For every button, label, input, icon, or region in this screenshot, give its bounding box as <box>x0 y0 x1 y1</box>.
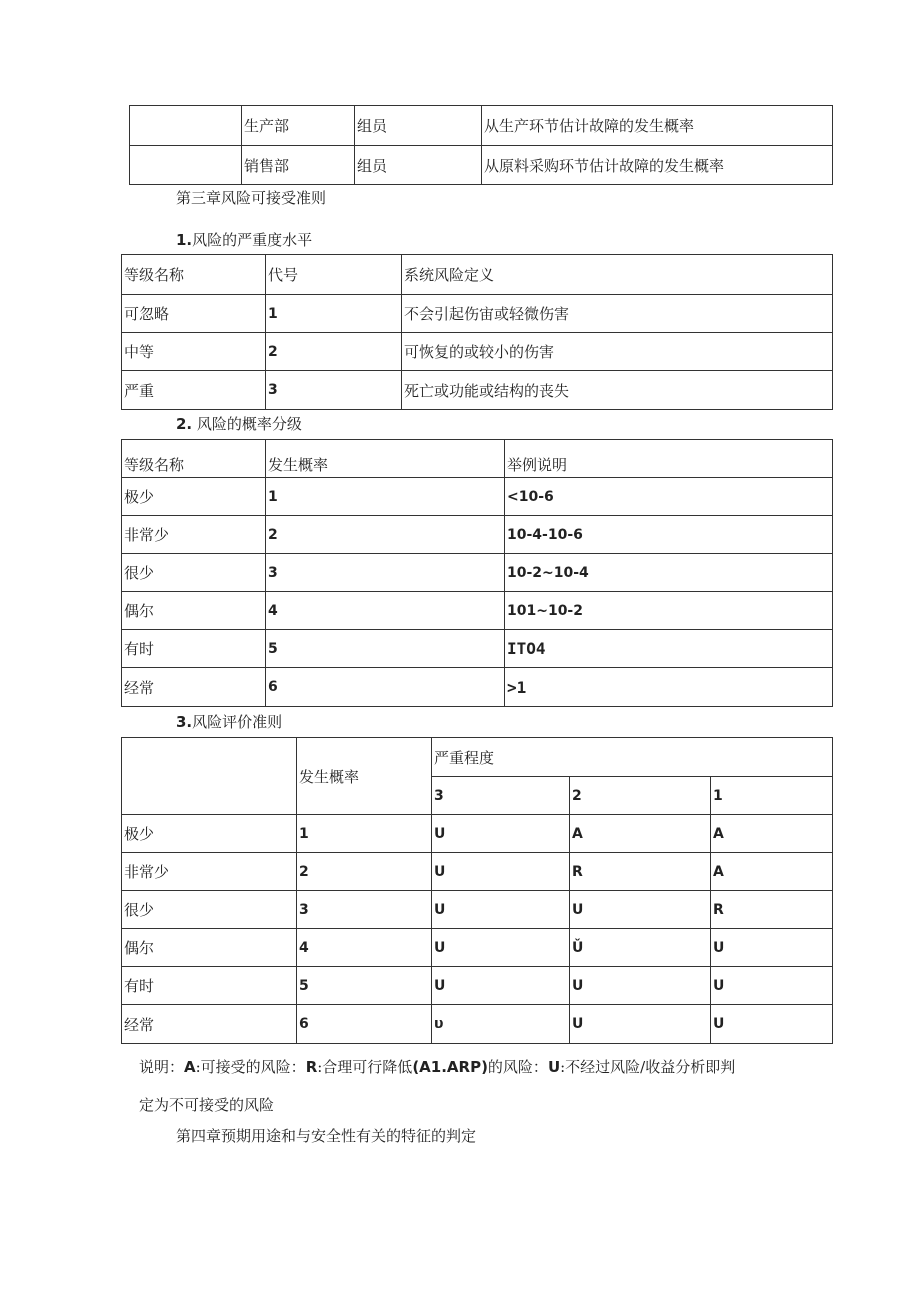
table-row <box>130 106 833 146</box>
dept-name-cell: 生产部 <box>242 106 355 146</box>
risk-cell: υ <box>432 1005 570 1044</box>
column-header: 发生概率 <box>297 738 432 815</box>
table-row <box>122 929 833 967</box>
dept-name-cell: 销售部 <box>242 146 355 185</box>
grade-name-cell: 极少 <box>122 478 266 516</box>
probability-table <box>121 439 833 707</box>
table-row <box>122 554 833 592</box>
table-row <box>122 592 833 630</box>
table-row <box>122 333 833 371</box>
probability-cell: 1 <box>297 815 432 853</box>
table-row <box>122 371 833 410</box>
table-row <box>130 146 833 185</box>
table-row <box>122 516 833 554</box>
table-header-row <box>122 738 833 777</box>
column-header: 等级名称 <box>122 440 266 478</box>
grade-name-cell: 有时 <box>122 967 297 1005</box>
table-row <box>122 478 833 516</box>
probability-cell: 1 <box>266 478 505 516</box>
section3-title: 风险评价准则 <box>192 713 283 731</box>
risk-cell: Ǔ <box>570 929 711 967</box>
dept-role-cell: 组员 <box>355 146 482 185</box>
probability-cell: 4 <box>266 592 505 630</box>
risk-cell: A <box>711 815 833 853</box>
matrix-corner-cell <box>122 738 297 815</box>
table-row <box>122 815 833 853</box>
dept-duty-cell: 从原料采购环节估计故障的发生概率 <box>482 146 833 185</box>
risk-cell: U <box>570 1005 711 1044</box>
risk-cell: U <box>432 929 570 967</box>
table-row <box>122 853 833 891</box>
table-header-row <box>122 440 833 478</box>
section3-number: 3. <box>176 713 193 731</box>
legend-note-line1 <box>139 1056 735 1077</box>
grade-definition-cell: 死亡或功能或结构的丧失 <box>402 371 833 410</box>
note-u-text: :不经过风险/收益分析即判 <box>560 1058 736 1076</box>
risk-cell: U <box>711 1005 833 1044</box>
section2-number: 2. <box>176 415 193 433</box>
severity-level-header: 1 <box>711 777 833 815</box>
probability-cell: 6 <box>266 668 505 707</box>
risk-cell: R <box>711 891 833 929</box>
grade-name-cell: 极少 <box>122 815 297 853</box>
grade-name-cell: 偶尔 <box>122 592 266 630</box>
risk-cell: U <box>432 853 570 891</box>
section3-heading <box>176 711 282 732</box>
note-r-code: R <box>305 1058 318 1076</box>
grade-name-cell: 很少 <box>122 891 297 929</box>
chapter4-heading: 第四章预期用途和与安全性有关的特征的判定 <box>176 1127 477 1145</box>
section1-number: 1. <box>176 231 193 249</box>
note-prefix: 说明： <box>139 1058 185 1076</box>
table-row <box>122 967 833 1005</box>
note-a-text: :可接受的风险： <box>195 1058 306 1076</box>
table-row <box>122 295 833 333</box>
example-cell: >1 <box>505 668 833 707</box>
section2-title: 风险的概率分级 <box>192 415 302 433</box>
probability-cell: 3 <box>266 554 505 592</box>
table-row <box>122 668 833 707</box>
section2-heading <box>176 413 302 434</box>
note-r-text2: 的风险： <box>487 1058 548 1076</box>
section1-heading <box>176 229 312 250</box>
grade-name-cell: 有时 <box>122 630 266 668</box>
table-row <box>122 630 833 668</box>
table-header-row <box>122 255 833 295</box>
column-header: 系统风险定义 <box>402 255 833 295</box>
grade-definition-cell: 可恢复的或较小的伤害 <box>402 333 833 371</box>
chapter3-heading: 第三章风险可接受准则 <box>176 189 327 207</box>
legend-note-line2: 定为不可接受的风险 <box>139 1096 275 1114</box>
example-cell: 101~10-2 <box>505 592 833 630</box>
risk-cell: U <box>711 929 833 967</box>
section1-title: 风险的严重度水平 <box>192 231 313 249</box>
dept-role-cell: 组员 <box>355 106 482 146</box>
example-cell: ITO4 <box>505 630 833 668</box>
grade-name-cell: 严重 <box>122 371 266 410</box>
note-u-code: U <box>547 1058 561 1076</box>
grade-name-cell: 非常少 <box>122 853 297 891</box>
example-cell: 10-2~10-4 <box>505 554 833 592</box>
grade-definition-cell: 不会引起伤宙或轻微伤害 <box>402 295 833 333</box>
probability-cell: 5 <box>297 967 432 1005</box>
note-a-code: A <box>184 1058 196 1076</box>
dept-cell-blank <box>130 146 242 185</box>
severity-level-header: 3 <box>432 777 570 815</box>
probability-cell: 2 <box>297 853 432 891</box>
note-r-text: :合理可行降低 <box>317 1058 413 1076</box>
grade-name-cell: 经常 <box>122 668 266 707</box>
grade-name-cell: 中等 <box>122 333 266 371</box>
probability-cell: 4 <box>297 929 432 967</box>
column-header: 发生概率 <box>266 440 505 478</box>
dept-duty-cell: 从生产环节估计故障的发生概率 <box>482 106 833 146</box>
risk-cell: A <box>570 815 711 853</box>
column-header: 等级名称 <box>122 255 266 295</box>
grade-name-cell: 偶尔 <box>122 929 297 967</box>
risk-cell: U <box>570 891 711 929</box>
table-row <box>122 1005 833 1044</box>
risk-cell: U <box>711 967 833 1005</box>
table-row <box>122 891 833 929</box>
severity-table <box>121 254 833 410</box>
risk-cell: A <box>711 853 833 891</box>
grade-name-cell: 经常 <box>122 1005 297 1044</box>
severity-level-header: 2 <box>570 777 711 815</box>
grade-code-cell: 2 <box>266 333 402 371</box>
grade-name-cell: 很少 <box>122 554 266 592</box>
risk-cell: U <box>432 815 570 853</box>
risk-matrix-table <box>121 737 833 1044</box>
risk-cell: U <box>432 967 570 1005</box>
example-cell: 10-4-10-6 <box>505 516 833 554</box>
column-header: 举例说明 <box>505 440 833 478</box>
probability-cell: 6 <box>297 1005 432 1044</box>
grade-code-cell: 1 <box>266 295 402 333</box>
risk-cell: R <box>570 853 711 891</box>
dept-cell-blank <box>130 106 242 146</box>
example-cell: <10-6 <box>505 478 833 516</box>
risk-cell: U <box>432 891 570 929</box>
grade-name-cell: 可忽略 <box>122 295 266 333</box>
grade-name-cell: 非常少 <box>122 516 266 554</box>
probability-cell: 2 <box>266 516 505 554</box>
risk-cell: U <box>570 967 711 1005</box>
department-table <box>129 105 833 185</box>
column-header: 代号 <box>266 255 402 295</box>
note-r-abbr: (A1.ARP) <box>412 1058 488 1076</box>
severity-header: 严重程度 <box>432 738 833 777</box>
probability-cell: 3 <box>297 891 432 929</box>
probability-cell: 5 <box>266 630 505 668</box>
grade-code-cell: 3 <box>266 371 402 410</box>
